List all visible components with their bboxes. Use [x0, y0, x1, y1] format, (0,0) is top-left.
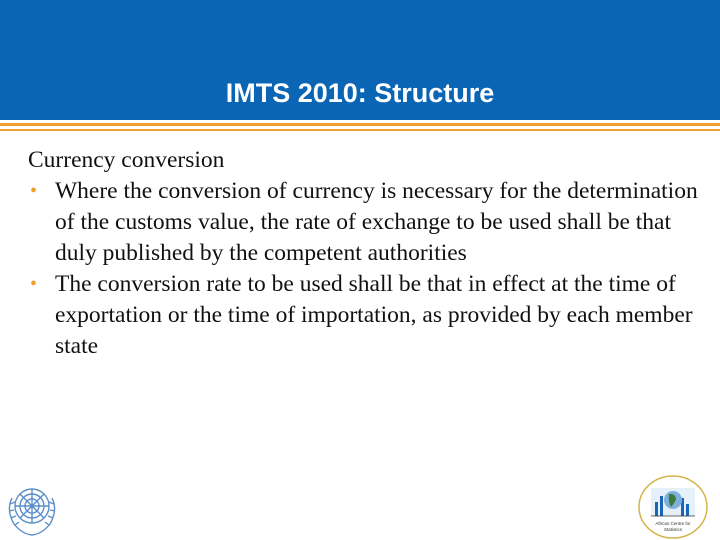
- header-bar: [0, 0, 720, 120]
- bullet-icon: •: [30, 273, 38, 295]
- bullet-text: Where the conversion of currency is necessary for the determination of the customs value, the rate of exchange to be used shall be that duly published by the competent authorities: [55, 178, 698, 266]
- slide-title: IMTS 2010: Structure: [225, 78, 495, 108]
- slide-content: [28, 145, 698, 362]
- afs-caption-line1: African Centre for: [655, 521, 691, 526]
- bullet-text: The conversion rate to be used shall be that in effect at the time of exportation or the time of importation, as provided by each member state: [55, 271, 693, 359]
- united-nations-emblem-icon: [2, 480, 62, 540]
- afs-caption-line2: Statistics: [663, 527, 683, 532]
- bullet-list: [28, 176, 698, 362]
- bullet-icon: •: [30, 180, 38, 202]
- bullet-item: [28, 269, 698, 362]
- section-title: Currency conversion: [28, 147, 225, 173]
- african-centre-for-statistics-logo: [637, 474, 709, 540]
- accent-rule-top: [0, 123, 720, 126]
- bullet-item: [28, 176, 698, 269]
- accent-rule-bottom: [0, 129, 720, 131]
